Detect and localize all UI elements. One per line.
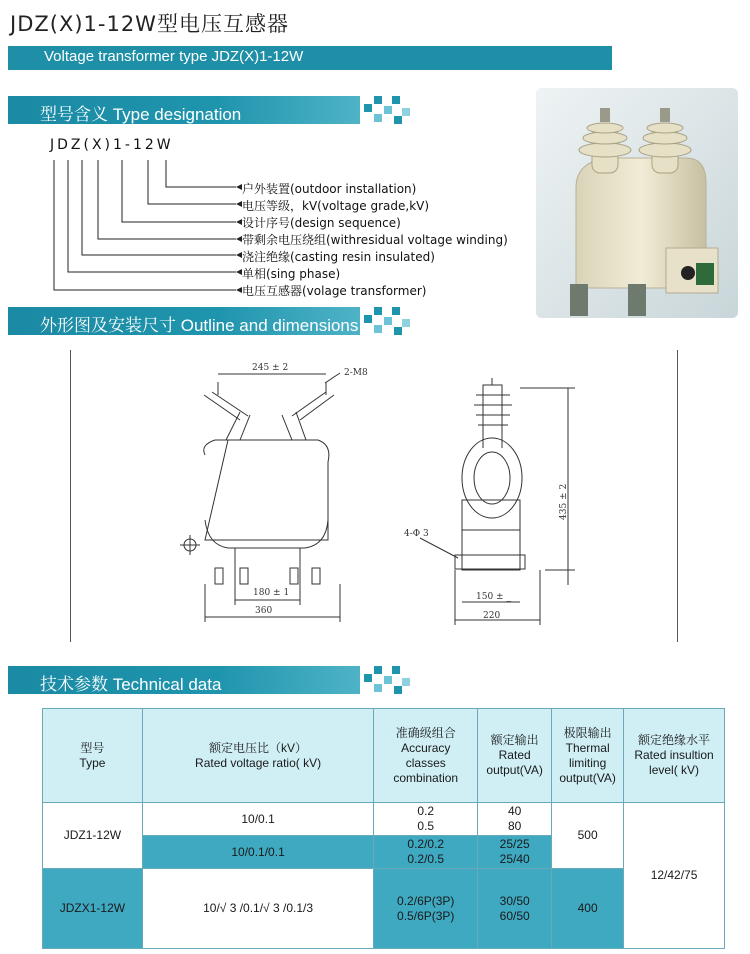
header-output: 额定输出 Rated output(VA) (478, 709, 552, 803)
header-insulation: 额定绝缘水平 Rated insultion level( kV) (624, 709, 725, 803)
table-row (43, 869, 725, 949)
dim-150-label: 150 ± _ (476, 592, 511, 602)
designation-code: JDZ(X)1-12W (50, 137, 174, 153)
cell-jdz-out2: 25/25 25/40 (478, 836, 552, 869)
designation-item: 设计序号(design sequence) (242, 216, 401, 230)
table-header-row (43, 709, 725, 803)
cell-jdzx-type: JDZX1-12W (43, 869, 143, 949)
height-label: 435 ± 2 (559, 483, 569, 520)
cell-jdzx-out: 30/50 60/50 (478, 869, 552, 949)
section-technical-title: 技术参数 Technical data (40, 675, 222, 694)
cell-jdz-ratio1: 10/0.1 (142, 803, 373, 836)
dim-180-label: 180 ± 1 (253, 588, 290, 598)
cell-jdz-out1: 40 80 (478, 803, 552, 836)
holes-label: 4-Φ 3 (404, 529, 429, 539)
dim-220-label: 220 (483, 611, 501, 621)
cell-jdz-ratio2: 10/0.1/0.1 (142, 836, 373, 869)
designation-item: 浇注绝缘(casting resin insulated) (242, 250, 435, 264)
section-technical-bar (8, 666, 360, 694)
header-type: 型号 Type (43, 709, 143, 803)
page-subtitle: Voltage transformer type JDZ(X)1-12W (44, 48, 304, 65)
cell-jdzx-thermal: 400 (552, 869, 624, 949)
dim-top-label: 245 ± 2 (252, 363, 289, 373)
table-row (43, 803, 725, 836)
cell-jdzx-acc: 0.2/6P(3P) 0.5/6P(3P) (374, 869, 478, 949)
cell-jdz-thermal: 500 (552, 803, 624, 869)
dim-360-label: 360 (255, 606, 273, 616)
designation-item: 单相(sing phase) (242, 267, 341, 281)
technical-data-table (42, 708, 725, 949)
designation-item: 带剩余电压绕组(withresidual voltage winding) (242, 233, 508, 247)
page-title: JDZ(X)1-12W型电压互感器 (10, 12, 289, 36)
cell-jdz-type: JDZ1-12W (43, 803, 143, 869)
cell-insulation: 12/42/75 (624, 803, 725, 949)
cell-jdz-acc2: 0.2/0.2 0.2/0.5 (374, 836, 478, 869)
designation-item: 户外装置(outdoor installation) (242, 182, 417, 196)
cell-jdz-acc1: 0.2 0.5 (374, 803, 478, 836)
designation-item: 电压等级，kV(voltage grade,kV) (242, 199, 430, 213)
header-thermal: 极限输出 Thermal limiting output(VA) (552, 709, 624, 803)
cell-jdzx-ratio: 10/√ 3 /0.1/√ 3 /0.1/3 (142, 869, 373, 949)
designation-item: 电压互感器(volage transformer) (242, 284, 427, 298)
header-ratio: 额定电压比（kV） Rated voltage ratio( kV) (142, 709, 373, 803)
header-accuracy: 准确级组合 Accuracy classes combination (374, 709, 478, 803)
section-outline-title: 外形图及安装尺寸 Outline and dimensions (40, 316, 359, 335)
section-designation-title: 型号含义 Type designation (40, 105, 242, 124)
bolt-label: 2-M8 (344, 368, 368, 378)
